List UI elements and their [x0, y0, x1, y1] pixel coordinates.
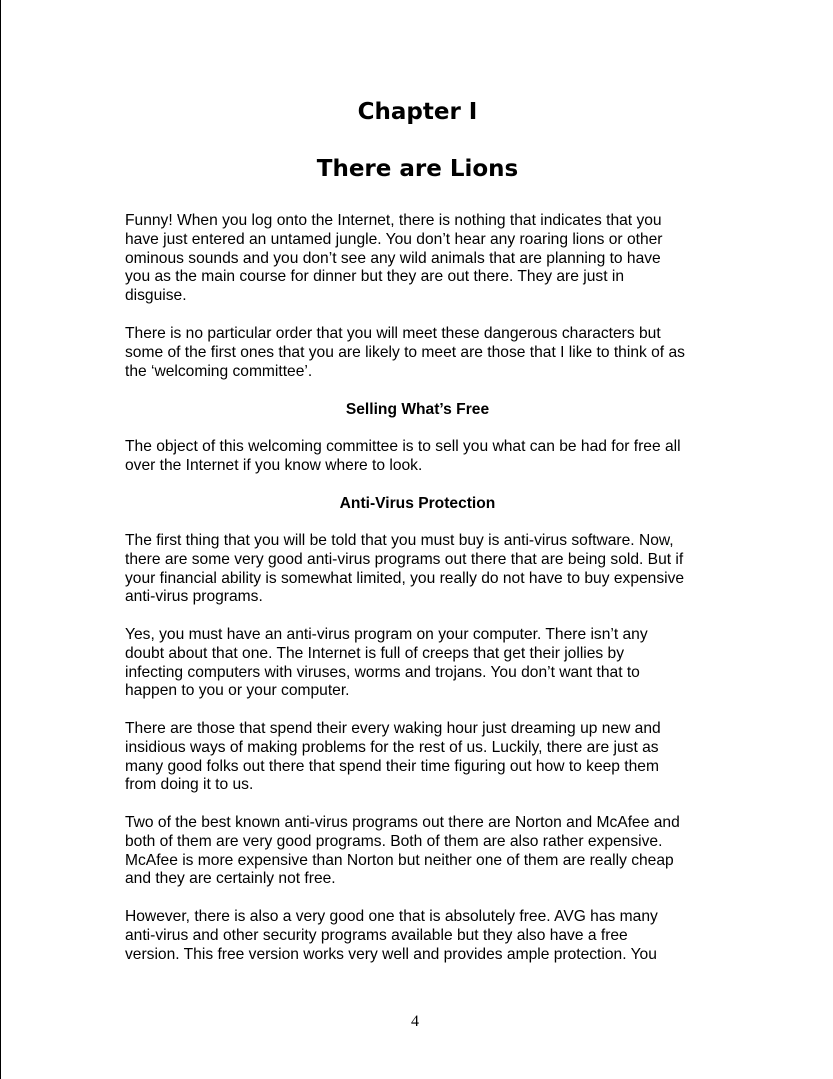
paragraph-avg: However, there is also a very good one that is absolutely free. AVG has many anti-virus and other security programs available but they also have a free version. This free version works very well and provides ample protection. You: [125, 908, 658, 963]
paragraph-first-thing: The first thing that you will be told that you must buy is anti-virus software. Now, there are some very good anti-virus programs out there that are being sold. But if your financial ability is somewhat limited, you really do not have to buy expensive anti-virus programs.: [125, 532, 685, 606]
page-number: 4: [411, 1013, 419, 1030]
chapter-number: Chapter I: [357, 99, 478, 125]
chapter-title: There are Lions: [316, 156, 519, 182]
paragraph-welcoming-committee: There is no particular order that you will meet these dangerous characters but some of the first ones that you are likely to meet are those that I like to think of as the ‘welcoming committee’.: [125, 325, 685, 380]
paragraph-object: The object of this welcoming committee is to sell you what can be had for free all over the Internet if you know where to look.: [125, 438, 681, 474]
subheading-selling-whats-free: Selling What’s Free: [345, 401, 490, 418]
paragraph-intro: Funny! When you log onto the Internet, there is nothing that indicates that you have just entered an untamed jungle. You don’t hear any roaring lions or other ominous sounds and you don’t see any wild animals that are planning to have you as the main course for dinner but they are out there. They are just in disguise.: [125, 212, 663, 305]
paragraph-waking-hour: There are those that spend their every waking hour just dreaming up new and insidious ways of making problems for the rest of us. Luckily, there are just as many good folks out there that spend their time figuring out how to keep them from doing it to us.: [125, 720, 661, 794]
paragraph-must-have: Yes, you must have an anti-virus program on your computer. There isn’t any doubt about that one. The Internet is full of creeps that get their jollies by infecting computers with viruses, worms and trojans. You don’t want that to happen to you or your computer.: [125, 626, 648, 700]
subheading-anti-virus-protection: Anti-Virus Protection: [339, 495, 496, 512]
paragraph-norton-mcafee: Two of the best known anti-virus programs out there are Norton and McAfee and both of them are very good programs. Both of them are also rather expensive. McAfee is more expensive than Norton but neither one of them are really cheap and they are certainly not free.: [125, 814, 680, 888]
